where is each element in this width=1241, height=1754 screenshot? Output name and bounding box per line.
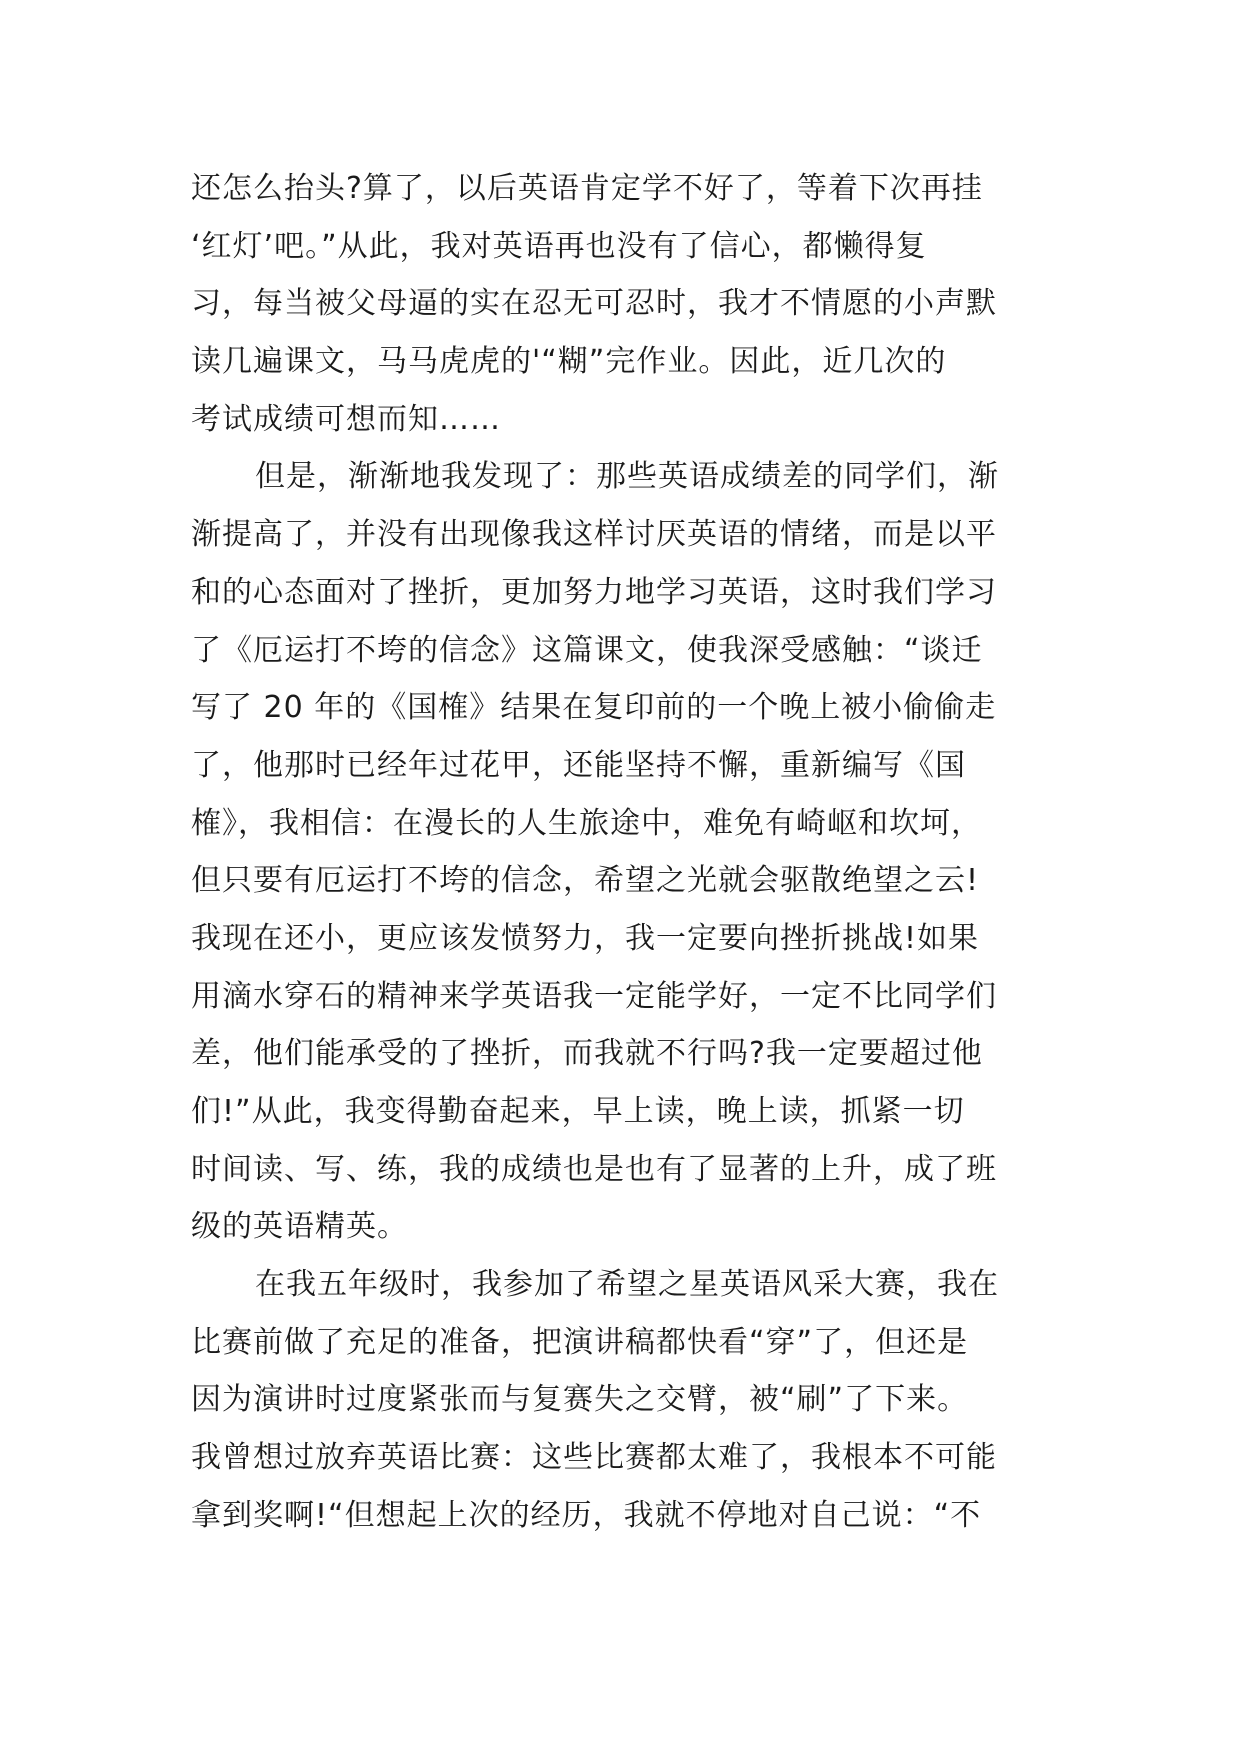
- text-line: 考试成绩可想而知……: [191, 401, 501, 437]
- text-line: 我现在还小，更应该发愤努力，我一定要向挫折挑战!如果: [191, 920, 980, 956]
- paragraph-first-line: 但是，渐渐地我发现了：那些英语成绩差的同学们，渐: [255, 459, 999, 495]
- text-line: 我曾想过放弃英语比赛：这些比赛都太难了，我根本不可能: [191, 1440, 997, 1476]
- text-line: 差，他们能承受的了挫折，而我就不行吗?我一定要超过他: [191, 1036, 983, 1072]
- text-line: 但只要有厄运打不垮的信念，希望之光就会驱散绝望之云!: [191, 863, 980, 899]
- text-line: 还怎么抬头?算了，以后英语肯定学不好了，等着下次再挂: [191, 171, 983, 206]
- text-line: 写了 20 年的《国榷》结果在复印前的一个晚上被小偷偷走: [191, 690, 997, 726]
- text-line: 拿到奖啊!“但想起上次的经历，我就不停地对自己说：“不: [191, 1497, 982, 1533]
- text-line: 用滴水穿石的精神来学英语我一定能学好，一定不比同学们: [191, 978, 997, 1014]
- text-line: 和的心态面对了挫折，更加努力地学习英语，这时我们学习: [191, 574, 997, 610]
- text-line: 了，他那时已经年过花甲，还能坚持不懈，重新编写《国: [191, 747, 966, 783]
- body-text: [191, 160, 1071, 1545]
- text-line: 渐提高了，并没有出现像我这样讨厌英语的情绪，而是以平: [191, 517, 997, 553]
- text-line: 因为演讲时过度紧张而与复赛失之交臂，被“刷”了下来。: [191, 1382, 969, 1418]
- text-line: 了《厄运打不垮的信念》这篇课文，使我深受感触：“谈迁: [191, 632, 983, 668]
- text-line: 读几遍课文，马马虎虎的'“糊”完作业。因此，近几次的: [191, 344, 947, 380]
- text-line: ‘红灯’吧。”从此，我对英语再也没有了信心，都懒得复: [191, 228, 927, 264]
- text-line: 时间读、写、练，我的成绩也是也有了显著的上升，成了班: [191, 1151, 997, 1187]
- paragraph-first-line: 在我五年级时，我参加了希望之星英语风采大赛，我在: [255, 1267, 999, 1303]
- text-line: 习，每当被父母逼的实在忍无可忍时，我才不情愿的小声默: [191, 286, 997, 322]
- text-line: 级的英语精英。: [191, 1209, 408, 1245]
- text-line: 们!”从此，我变得勤奋起来，早上读，晚上读，抓紧一切: [191, 1094, 965, 1129]
- text-line: 比赛前做了充足的准备，把演讲稿都快看“穿”了，但还是: [191, 1324, 969, 1360]
- text-line: 榷》，我相信：在漫长的人生旅途中，难免有崎岖和坎坷，: [191, 805, 982, 841]
